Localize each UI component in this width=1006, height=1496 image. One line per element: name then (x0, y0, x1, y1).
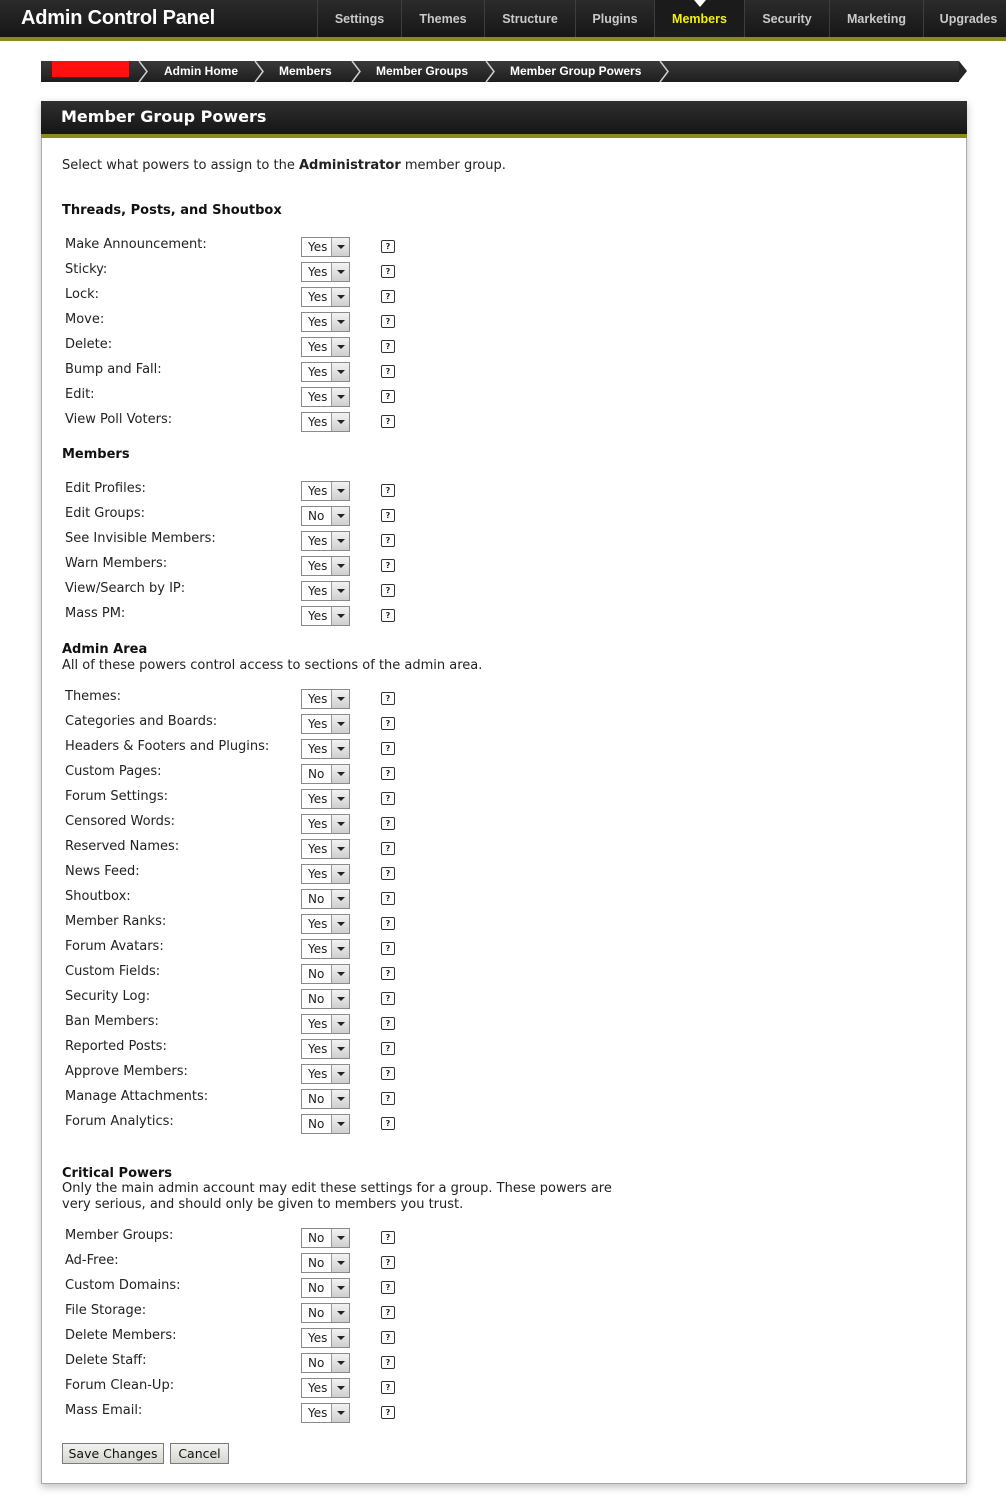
dropdown-arrow-icon[interactable] (331, 607, 349, 625)
power-select-value: Yes (308, 692, 328, 706)
breadcrumb-members[interactable]: Members (279, 64, 332, 78)
section-description: very serious, and should only be given to members you trust. (62, 1197, 464, 1212)
dropdown-arrow-icon[interactable] (331, 582, 349, 600)
help-icon[interactable]: ? (381, 692, 395, 705)
dropdown-arrow-icon[interactable] (331, 1304, 349, 1322)
power-select-value: No (308, 1356, 325, 1370)
help-icon[interactable]: ? (381, 1256, 395, 1269)
dropdown-arrow-icon[interactable] (331, 557, 349, 575)
power-select[interactable] (301, 1114, 350, 1134)
power-select[interactable] (301, 689, 350, 709)
power-select[interactable] (301, 764, 350, 784)
dropdown-arrow-icon[interactable] (331, 263, 349, 281)
help-icon[interactable]: ? (381, 265, 395, 278)
help-icon[interactable]: ? (381, 717, 395, 730)
dropdown-arrow-icon[interactable] (331, 1329, 349, 1347)
section-title: Critical Powers (62, 1166, 172, 1181)
power-select-value: No (308, 892, 325, 906)
dropdown-arrow-icon[interactable] (331, 765, 349, 783)
help-icon[interactable]: ? (381, 290, 395, 303)
power-select-value: Yes (308, 315, 328, 329)
power-label: Themes: (65, 689, 121, 704)
power-label: Delete: (65, 337, 113, 352)
power-select[interactable] (301, 237, 350, 257)
breadcrumb-admin-home[interactable]: Admin Home (164, 64, 239, 78)
power-select[interactable] (301, 387, 350, 407)
dropdown-arrow-icon[interactable] (331, 238, 349, 256)
help-icon[interactable]: ? (381, 484, 395, 497)
dropdown-arrow-icon[interactable] (331, 740, 349, 758)
power-select-value: Yes (308, 742, 328, 756)
power-select[interactable] (301, 606, 350, 626)
power-select[interactable] (301, 939, 350, 959)
power-label: Mass PM: (65, 606, 126, 621)
power-select-value: Yes (308, 867, 328, 881)
power-select-value: No (308, 767, 325, 781)
power-select-value: Yes (308, 842, 328, 856)
help-icon[interactable]: ? (381, 315, 395, 328)
section-title: Members (62, 447, 130, 462)
power-select-value: Yes (308, 1381, 328, 1395)
group-name: Administrator (298, 158, 401, 173)
help-icon[interactable]: ? (381, 867, 395, 880)
power-select-value: Yes (308, 1406, 328, 1420)
help-icon[interactable]: ? (381, 1117, 395, 1130)
dropdown-arrow-icon[interactable] (331, 815, 349, 833)
power-select[interactable] (301, 506, 350, 526)
power-select[interactable] (301, 287, 350, 307)
power-select-value: Yes (308, 240, 328, 254)
power-select[interactable] (301, 739, 350, 759)
power-select-value: Yes (308, 1067, 328, 1081)
help-icon[interactable]: ? (381, 1306, 395, 1319)
help-icon[interactable]: ? (381, 584, 395, 597)
help-icon[interactable]: ? (381, 559, 395, 572)
power-label: Approve Members: (65, 1064, 188, 1079)
redacted-forum-name[interactable] (52, 61, 129, 77)
power-select-value: Yes (308, 1017, 328, 1031)
dropdown-arrow-icon[interactable] (331, 1404, 349, 1422)
power-select-value: No (308, 1231, 325, 1245)
help-icon[interactable]: ? (381, 1281, 395, 1294)
intro-prefix: Select what powers to assign to the (62, 158, 299, 173)
help-icon[interactable]: ? (381, 1092, 395, 1105)
power-select[interactable] (301, 481, 350, 501)
power-label: Warn Members: (65, 556, 168, 571)
power-label: Move: (65, 312, 105, 327)
dropdown-arrow-icon[interactable] (331, 288, 349, 306)
dropdown-arrow-icon[interactable] (331, 338, 349, 356)
power-select-value: No (308, 1281, 325, 1295)
app-title: Admin Control Panel (21, 7, 215, 29)
nav-tab-upgrades[interactable]: Upgrades (923, 0, 1006, 37)
nav-tab-plugins[interactable]: Plugins (575, 0, 654, 37)
power-label: Member Groups: (65, 1228, 174, 1243)
dropdown-arrow-icon[interactable] (331, 890, 349, 908)
nav-tab-security[interactable]: Security (744, 0, 829, 37)
help-icon[interactable]: ? (381, 967, 395, 980)
power-select[interactable] (301, 1064, 350, 1084)
power-label: Forum Clean-Up: (65, 1378, 175, 1393)
power-select-value: No (308, 1092, 325, 1106)
power-select-value: No (308, 509, 325, 523)
main-nav (317, 0, 1006, 37)
dropdown-arrow-icon[interactable] (331, 507, 349, 525)
power-label: Lock: (65, 287, 100, 302)
help-icon[interactable]: ? (381, 992, 395, 1005)
dropdown-arrow-icon[interactable] (331, 388, 349, 406)
power-select[interactable] (301, 789, 350, 809)
intro-text (62, 158, 506, 173)
power-select[interactable] (301, 1253, 350, 1273)
help-icon[interactable]: ? (381, 1331, 395, 1344)
power-label: Forum Settings: (65, 789, 169, 804)
help-icon[interactable]: ? (381, 415, 395, 428)
section-description: All of these powers control access to sections of the admin area. (62, 658, 483, 673)
breadcrumb-chevron-icon (658, 61, 670, 82)
power-label: Sticky: (65, 262, 108, 277)
breadcrumb-chevron-icon (253, 61, 265, 82)
dropdown-arrow-icon[interactable] (331, 1090, 349, 1108)
dropdown-arrow-icon[interactable] (331, 940, 349, 958)
help-icon[interactable]: ? (381, 817, 395, 830)
breadcrumb-chevron-icon (350, 61, 362, 82)
nav-tab-themes[interactable]: Themes (401, 0, 484, 37)
dropdown-arrow-icon[interactable] (331, 865, 349, 883)
power-select[interactable] (301, 889, 350, 909)
breadcrumb-chevron-icon (137, 61, 149, 82)
dropdown-arrow-icon[interactable] (331, 1040, 349, 1058)
dropdown-arrow-icon[interactable] (331, 1254, 349, 1272)
power-label: Delete Staff: (65, 1353, 147, 1368)
help-icon[interactable]: ? (381, 340, 395, 353)
power-select-value: Yes (308, 534, 328, 548)
active-tab-indicator-icon (694, 0, 706, 7)
breadcrumb-member-group-powers[interactable]: Member Group Powers (510, 64, 642, 78)
power-label: Manage Attachments: (65, 1089, 209, 1104)
power-select[interactable] (301, 1228, 350, 1248)
dropdown-arrow-icon[interactable] (331, 363, 349, 381)
power-select[interactable] (301, 412, 350, 432)
dropdown-arrow-icon[interactable] (331, 482, 349, 500)
power-select-value: Yes (308, 609, 328, 623)
power-select-value: No (308, 967, 325, 981)
breadcrumb-end-arrow (959, 61, 967, 81)
panel-header-accent (41, 134, 967, 138)
power-select[interactable] (301, 914, 350, 934)
power-select[interactable] (301, 1403, 350, 1423)
power-label: Ban Members: (65, 1014, 159, 1029)
power-select-value: Yes (308, 365, 328, 379)
power-label: Custom Fields: (65, 964, 161, 979)
save-changes-button[interactable]: Save Changes (62, 1443, 164, 1464)
power-select[interactable] (301, 1278, 350, 1298)
power-select-value: Yes (308, 1042, 328, 1056)
power-label: Headers & Footers and Plugins: (65, 739, 270, 754)
power-select-value: No (308, 1256, 325, 1270)
power-label: Mass Email: (65, 1403, 143, 1418)
dropdown-arrow-icon[interactable] (331, 532, 349, 550)
nav-tab-marketing[interactable]: Marketing (829, 0, 923, 37)
power-select[interactable] (301, 839, 350, 859)
power-select[interactable] (301, 864, 350, 884)
power-select[interactable] (301, 1303, 350, 1323)
help-icon[interactable]: ? (381, 1042, 395, 1055)
power-label: Edit Groups: (65, 506, 146, 521)
power-label: Edit: (65, 387, 95, 402)
power-label: File Storage: (65, 1303, 147, 1318)
help-icon[interactable]: ? (381, 792, 395, 805)
help-icon[interactable]: ? (381, 1406, 395, 1419)
power-select[interactable] (301, 1014, 350, 1034)
dropdown-arrow-icon[interactable] (331, 690, 349, 708)
power-label: Reported Posts: (65, 1039, 167, 1054)
power-label: Custom Domains: (65, 1278, 181, 1293)
power-select-value: Yes (308, 1331, 328, 1345)
power-select[interactable] (301, 556, 350, 576)
main-panel (41, 101, 967, 1484)
section-title: Admin Area (62, 642, 148, 657)
power-select[interactable] (301, 989, 350, 1009)
power-select[interactable] (301, 964, 350, 984)
breadcrumb-chevron-icon (484, 61, 496, 82)
help-icon[interactable]: ? (381, 742, 395, 755)
power-label: View Poll Voters: (65, 412, 173, 427)
power-select-value: No (308, 1306, 325, 1320)
dropdown-arrow-icon[interactable] (331, 1379, 349, 1397)
dropdown-arrow-icon[interactable] (331, 1065, 349, 1083)
dropdown-arrow-icon[interactable] (331, 990, 349, 1008)
power-select[interactable] (301, 1328, 350, 1348)
power-select[interactable] (301, 1378, 350, 1398)
power-label: Delete Members: (65, 1328, 177, 1343)
power-select[interactable] (301, 312, 350, 332)
help-icon[interactable]: ? (381, 365, 395, 378)
dropdown-arrow-icon[interactable] (331, 313, 349, 331)
dropdown-arrow-icon[interactable] (331, 915, 349, 933)
power-label: Custom Pages: (65, 764, 162, 779)
power-select[interactable] (301, 531, 350, 551)
nav-tab-settings[interactable]: Settings (317, 0, 401, 37)
power-label: Shoutbox: (65, 889, 131, 904)
dropdown-arrow-icon[interactable] (331, 1115, 349, 1133)
dropdown-arrow-icon[interactable] (331, 1279, 349, 1297)
dropdown-arrow-icon[interactable] (331, 1354, 349, 1372)
dropdown-arrow-icon[interactable] (331, 790, 349, 808)
power-select-value: Yes (308, 817, 328, 831)
power-label: Forum Avatars: (65, 939, 164, 954)
power-label: Edit Profiles: (65, 481, 146, 496)
power-select-value: Yes (308, 415, 328, 429)
help-icon[interactable]: ? (381, 917, 395, 930)
dropdown-arrow-icon[interactable] (331, 1015, 349, 1033)
help-icon[interactable]: ? (381, 767, 395, 780)
power-label: View/Search by IP: (65, 581, 186, 596)
power-label: Bump and Fall: (65, 362, 162, 377)
power-select-value: Yes (308, 717, 328, 731)
section-title: Threads, Posts, and Shoutbox (62, 203, 282, 218)
power-label: Security Log: (65, 989, 151, 1004)
power-label: See Invisible Members: (65, 531, 216, 546)
power-label: Member Ranks: (65, 914, 167, 929)
help-icon[interactable]: ? (381, 842, 395, 855)
dropdown-arrow-icon[interactable] (331, 715, 349, 733)
power-select-value: Yes (308, 265, 328, 279)
power-select-value: Yes (308, 942, 328, 956)
power-select[interactable] (301, 714, 350, 734)
intro-suffix: member group. (400, 158, 506, 173)
help-icon[interactable]: ? (381, 240, 395, 253)
help-icon[interactable]: ? (381, 534, 395, 547)
dropdown-arrow-icon[interactable] (331, 413, 349, 431)
help-icon[interactable]: ? (381, 892, 395, 905)
power-select-value: Yes (308, 484, 328, 498)
help-icon[interactable]: ? (381, 609, 395, 622)
power-select[interactable] (301, 362, 350, 382)
power-label: Reserved Names: (65, 839, 180, 854)
help-icon[interactable]: ? (381, 509, 395, 522)
help-icon[interactable]: ? (381, 1381, 395, 1394)
power-label: Forum Analytics: (65, 1114, 174, 1129)
power-select-value: Yes (308, 559, 328, 573)
dropdown-arrow-icon[interactable] (331, 965, 349, 983)
power-label: Ad-Free: (65, 1253, 119, 1268)
power-select-value: Yes (308, 290, 328, 304)
power-select[interactable] (301, 814, 350, 834)
power-select[interactable] (301, 1039, 350, 1059)
page-title: Member Group Powers (61, 107, 267, 126)
help-icon[interactable]: ? (381, 1017, 395, 1030)
power-label: Categories and Boards: (65, 714, 218, 729)
power-select-value: Yes (308, 340, 328, 354)
power-select-value: No (308, 1117, 325, 1131)
power-label: News Feed: (65, 864, 140, 879)
dropdown-arrow-icon[interactable] (331, 1229, 349, 1247)
power-select-value: Yes (308, 390, 328, 404)
help-icon[interactable]: ? (381, 1231, 395, 1244)
help-icon[interactable]: ? (381, 390, 395, 403)
power-select-value: Yes (308, 792, 328, 806)
dropdown-arrow-icon[interactable] (331, 840, 349, 858)
cancel-button[interactable]: Cancel (170, 1443, 229, 1464)
power-select[interactable] (301, 337, 350, 357)
power-label: Make Announcement: (65, 237, 207, 252)
help-icon[interactable]: ? (381, 1067, 395, 1080)
power-label: Censored Words: (65, 814, 176, 829)
power-select[interactable] (301, 262, 350, 282)
help-icon[interactable]: ? (381, 1356, 395, 1369)
power-select[interactable] (301, 1353, 350, 1373)
breadcrumb-member-groups[interactable]: Member Groups (376, 64, 469, 78)
power-select-value: Yes (308, 584, 328, 598)
section-description: Only the main admin account may edit these settings for a group. These powers are (62, 1181, 612, 1196)
nav-tab-structure[interactable]: Structure (484, 0, 575, 37)
power-select-value: Yes (308, 917, 328, 931)
power-select[interactable] (301, 1089, 350, 1109)
header-accent-line (0, 37, 1006, 41)
power-select[interactable] (301, 581, 350, 601)
help-icon[interactable]: ? (381, 942, 395, 955)
power-select-value: No (308, 992, 325, 1006)
nav-tab-members[interactable]: Members (654, 0, 744, 37)
